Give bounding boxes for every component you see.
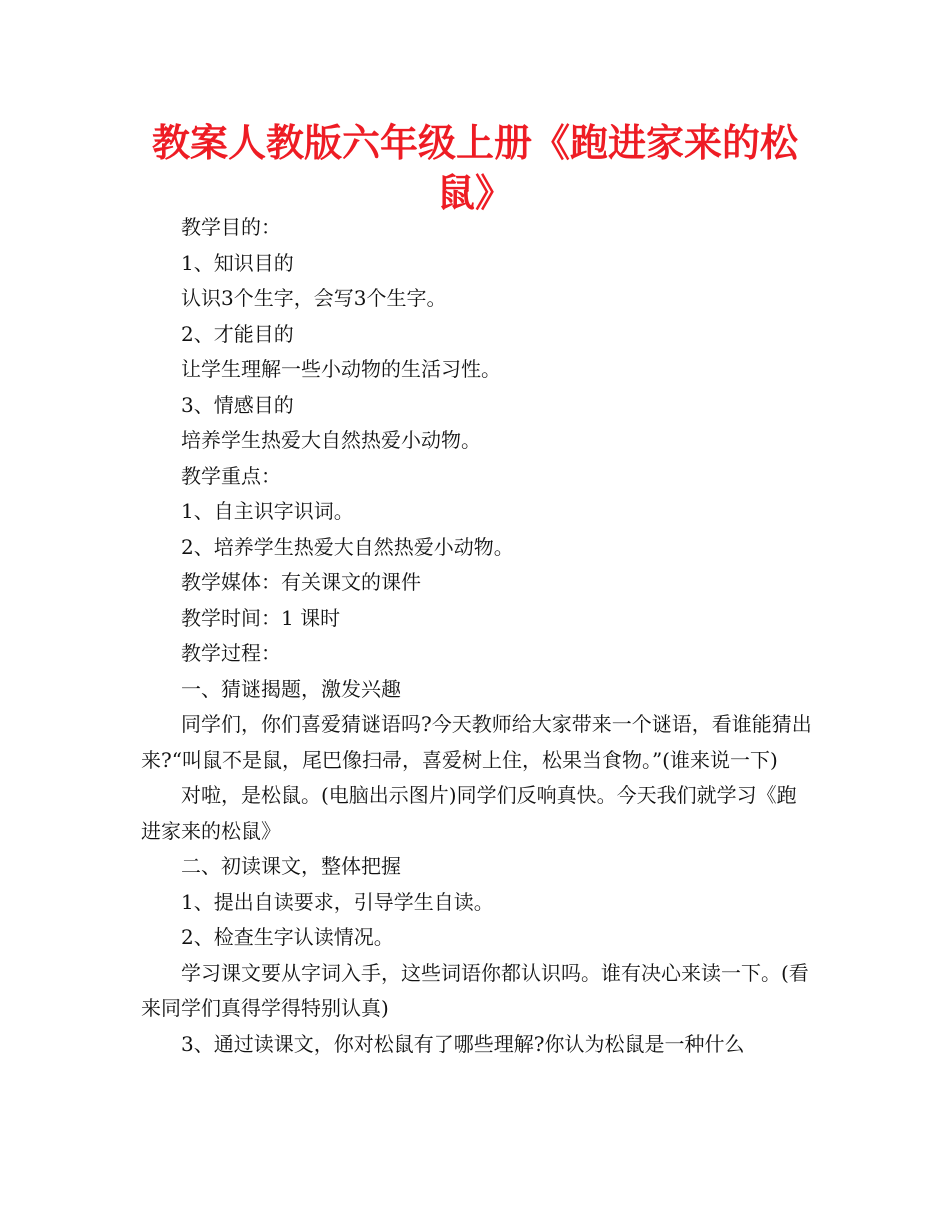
paragraph: 2、培养学生热爱大自然热爱小动物。 [181, 534, 514, 559]
paragraph: 2、检查生字认读情况。 [181, 925, 394, 949]
paragraph: 教学媒体：有关课文的课件 [181, 570, 421, 594]
paragraph: 1、提出自读要求，引导学生自读。 [181, 889, 494, 914]
paragraph: 二、初读课文，整体把握 [181, 854, 401, 878]
paragraph: 1、自主识字识词。 [181, 499, 354, 523]
paragraph: 教学时间：1 课时 [181, 605, 341, 630]
paragraph: 学习课文要从字词入手，这些词语你都认识吗。谁有决心来读一下。(看来同学们真得学得特别认真) [141, 960, 809, 1020]
paragraph: 3、通过读课文，你对松鼠有了哪些理解?你认为松鼠是一种什么 [181, 1031, 745, 1056]
paragraph: 2、才能目的 [181, 321, 294, 346]
document-title: 教案人教版六年级上册《跑进家来的松鼠》 [151, 121, 798, 215]
paragraph: 对啦，是松鼠。(电脑出示图片)同学们反响真快。今天我们就学习《跑进家来的松鼠》 [141, 783, 797, 843]
document-body [141, 210, 813, 1062]
paragraph: 教学重点： [181, 463, 281, 488]
paragraph: 让学生理解一些小动物的生活习性。 [181, 357, 501, 381]
paragraph: 教学过程： [181, 641, 281, 665]
paragraph: 3、情感目的 [181, 392, 294, 417]
paragraph: 培养学生热爱大自然热爱小动物。 [181, 428, 481, 452]
paragraph: 同学们，你们喜爱猜谜语吗?今天教师给大家带来一个谜语，看谁能猜出来?“叫鼠不是鼠，尾巴像扫帚，喜爱树上住，松果当食物。”(谁来说一下) [141, 712, 812, 772]
paragraph: 认识3个生字，会写3个生字。 [181, 286, 447, 310]
paragraph: 1、知识目的 [181, 250, 294, 275]
paragraph: 一、猜谜揭题，激发兴趣 [181, 676, 401, 701]
paragraph: 教学目的： [181, 215, 281, 239]
